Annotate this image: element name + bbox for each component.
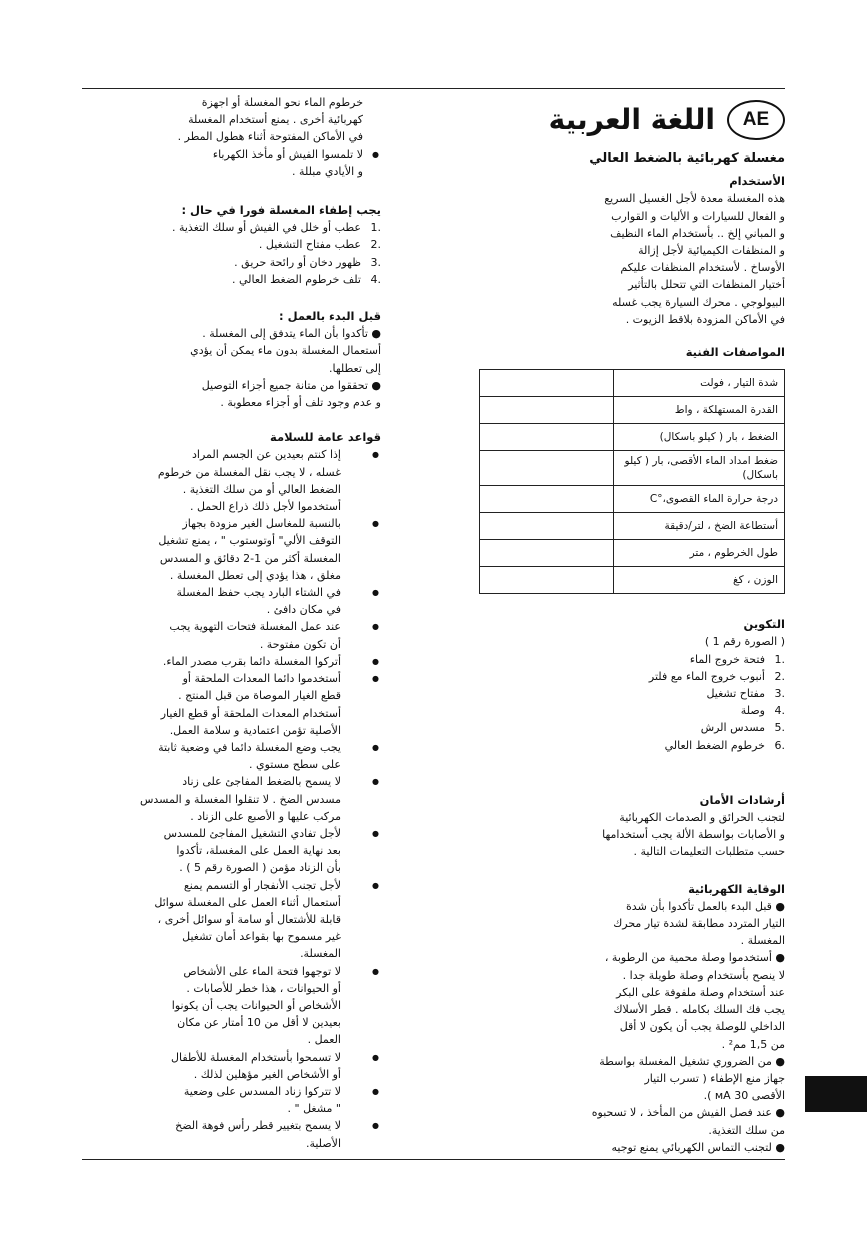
right-column (473, 94, 785, 1156)
continued-line: في الأماكن المفتوحة أثناء هطول المطر . (177, 130, 363, 144)
components-heading: التكوين (743, 617, 785, 632)
list-item-text: ظهور دخان أو رائحة حريق . (234, 255, 361, 269)
list-item-number: 4. (774, 704, 785, 718)
list-item (81, 254, 381, 271)
bullet-line: غير مسموح بها بقواعد أمان تشغيل (182, 930, 341, 944)
list-item-number: 3. (774, 687, 785, 701)
continued-line: كهربائية أخرى . يمنع أستخدام المغسلة (188, 113, 363, 127)
shutdown-list (81, 219, 381, 288)
list-item (81, 219, 381, 236)
list-item (81, 1083, 381, 1117)
spec-label: درجة حرارة الماء القصوى،°C (614, 486, 785, 513)
spec-value (480, 513, 614, 540)
bullet-line: على سطح مستوي . (248, 758, 341, 772)
list-item (81, 146, 381, 180)
list-item-number: 4. (370, 272, 381, 286)
bullet-line: أستخدموا لأجل ذلك ذراع الحمل . (189, 500, 341, 514)
safety-text (473, 809, 785, 861)
electrical-line: الأقصى 30 мА ). (703, 1089, 785, 1103)
spec-label: ضغط امداد الماء الأقصى، بار ( كيلو باسكال) (614, 451, 785, 486)
electrical-line: يجب فك السلك بكامله . قطر الأسلاك (613, 1003, 785, 1017)
list-item-text: تلف خرطوم الضغط العالي . (232, 272, 361, 286)
spec-value (480, 424, 614, 451)
list-item-number: 1. (370, 221, 381, 235)
list-item (81, 653, 381, 670)
electrical-line: التيار المتردد مطابقة لشدة تيار محرك (613, 917, 785, 931)
bullet-line: غسله ، لا يجب نقل المغسلة من خرطوم (157, 465, 341, 479)
electrical-line: لا ينصح بأستخدام وصلة طويلة جدا . (622, 968, 785, 982)
bullet-line: ● لا توجهوا فتحة الماء على الأشخاص (183, 964, 341, 978)
usage-line: و المنظفات الكيميائية لأجل إزالة (638, 244, 785, 258)
spec-value (480, 540, 614, 567)
table-row (480, 486, 785, 513)
list-item (81, 1117, 381, 1151)
safety-heading: أرشادات الأمان (699, 792, 785, 807)
list-item (81, 618, 381, 652)
usage-line: و الفعال للسيارات و الأليات و القوارب (611, 209, 785, 223)
spec-value (480, 370, 614, 397)
before-start-line: و عدم وجود تلف أو أجزاء معطوبة . (220, 396, 381, 410)
list-item-text: عطب مفتاح التشغيل . (258, 238, 361, 252)
table-row (480, 567, 785, 594)
bullet-line: المغسلة أكثر من 1-2 دقائق و المسدس (159, 551, 341, 565)
list-item (81, 236, 381, 253)
title-row (473, 94, 785, 146)
list-item-text: أنبوب خروج الماء مع فلتر (648, 669, 765, 683)
bullet-line: أو الأشخاص الغير مؤهلين لذلك . (193, 1067, 341, 1081)
bullet-line: ● في الشتاء البارد يجب حفظ المغسلة (176, 586, 341, 600)
spec-label: أستطاعة الضخ ، لتر/دقيقة (614, 513, 785, 540)
left-column (81, 94, 381, 1152)
bullet-line: التوقف الألي" أوتوستوب " ، يمنع تشغيل (158, 534, 341, 548)
table-row (480, 513, 785, 540)
list-item (473, 651, 785, 668)
bullet-line: قطع الغيار الموصاة من قبل المنتج . (178, 689, 341, 703)
usage-line: هذه المغسلة معدة لأجل الغسيل السريع (604, 192, 785, 206)
list-item-number: 1. (774, 652, 785, 666)
bullet-line: في مكان دافئ . (266, 603, 341, 617)
electrical-line: ● من الضروري تشغيل المغسلة بواسطة (599, 1054, 785, 1068)
bullet-line: الضغط العالي أو من سلك التغذية . (182, 482, 341, 496)
before-start-line: إلى تعطلها. (328, 361, 381, 375)
usage-line: البيولوجي . محرك السيارة يجب غسله (612, 295, 785, 309)
spec-value (480, 567, 614, 594)
bullet-line: ● إذا كنتم بعيدين عن الجسم المراد (192, 448, 341, 462)
safety-line: و الأصابات بواسطة الألة يجب أستخدامها (602, 828, 785, 842)
spec-value (480, 451, 614, 486)
page-side-tab (805, 1076, 867, 1112)
specs-heading: المواصفات الفنية (685, 345, 785, 360)
bullet-line: ● لأجل تجنب الأنفجار أو التسمم يمنع (183, 878, 341, 892)
electrical-line: ● قبل البدء بالعمل تأكدوا بأن شدة (626, 899, 785, 913)
electrical-line: ● أستخدموا وصلة محمية من الرطوبة ، (604, 951, 785, 965)
list-item (81, 271, 381, 288)
bullet-line: أستخدام المعدات الملحقة أو قطع الغيار (160, 706, 341, 720)
table-row (480, 540, 785, 567)
spec-label: شدة التيار ، فولت (614, 370, 785, 397)
electrical-line: من سلك التغذية. (708, 1123, 785, 1137)
electrical-line: الداخلي للوصلة يجب أن يكون لا أقل (619, 1020, 785, 1034)
bullet-line: الأصلية تؤمن اعتمادية و سلامة العمل. (169, 723, 341, 737)
list-item (81, 739, 381, 773)
bullet-line: أستعمال أثناء العمل على المغسلة سوائل (154, 895, 341, 909)
bullet-line: مغلق ، هذا يؤدي إلى تعطل المغسلة . (169, 568, 341, 582)
bullet-line: ● لا تتركوا زناد المسدس على وضعية (183, 1084, 341, 1098)
electrical-text (473, 898, 785, 1156)
usage-line: أختيار المنظفات التي تتحلل بالتأثير (628, 278, 785, 292)
top-rule (82, 88, 785, 89)
general-safety-list (81, 446, 381, 1151)
bullet-line: و الأيادي مبللة . (292, 164, 363, 178)
list-item (81, 584, 381, 618)
before-start-heading: قبل البدء بالعمل : (279, 309, 381, 324)
list-item-text: مفتاح تشغيل (706, 687, 765, 701)
spec-label: الضغط ، بار ( كيلو باسكال) (614, 424, 785, 451)
before-start-line: أستعمال المغسلة بدون ماء يمكن أن يؤدي (190, 344, 381, 358)
before-start-line: ● تأكدوا بأن الماء يتدفق إلى المغسلة . (202, 327, 381, 341)
spec-label: القدرة المستهلكة ، واط (614, 397, 785, 424)
language-badge: AE (727, 100, 785, 140)
list-item (81, 963, 381, 1049)
bullet-line: " مشغل " . (287, 1102, 341, 1116)
before-start-text (81, 325, 381, 411)
list-item (473, 737, 785, 754)
bullet-line: ● أتركوا المغسلة دائما بقرب مصدر الماء. (162, 654, 341, 668)
general-safety-heading: قواعد عامة للسلامة (270, 430, 381, 445)
bullet-line: ● لأجل تفادي التشغيل المفاجئ للمسدس (163, 826, 341, 840)
list-item-text: وصلة (740, 704, 765, 718)
shutdown-heading: يجب إطفاء المغسلة فورا في حال : (181, 203, 381, 218)
list-item (81, 773, 381, 825)
list-item-number: 5. (774, 721, 785, 735)
list-item (81, 670, 381, 739)
bullet-line: الأشخاص أو الحيوانات يجب أن يكونوا (171, 998, 341, 1012)
list-item-text: فتحة خروج الماء (689, 652, 765, 666)
bullet-line: ● بالنسبة للمغاسل الغير مزودة بجهاز (182, 517, 341, 531)
list-item (81, 877, 381, 963)
bullet-line: قابلة للأشتعال أو سامة أو سوائل أخرى ، (157, 912, 341, 926)
components-list (473, 651, 785, 754)
table-row (480, 424, 785, 451)
safety-line: لتجنب الحرائق و الصدمات الكهربائية (619, 811, 785, 825)
table-row (480, 370, 785, 397)
list-item (473, 719, 785, 736)
list-item-text: خرطوم الضغط العالي (664, 738, 765, 752)
bullet-line: العمل . (307, 1033, 341, 1047)
bullet-line: ● يجب وضع المغسلة دائما في وضعية ثابتة (158, 740, 341, 754)
electrical-line: عند أستخدام وصلة ملفوفة على البكر (616, 985, 785, 999)
bullet-line: المغسلة. (300, 947, 341, 961)
bullet-line: بأن الزناد مؤمن ( الصورة رقم 5 ) . (179, 861, 341, 875)
safety-line: حسب متطلبات التعليمات التالية . (633, 845, 785, 859)
bullet-line: بعيدين لا أقل من 10 أمتار عن مكان (177, 1016, 341, 1030)
table-row (480, 397, 785, 424)
language-title: اللغة العربية (548, 103, 715, 136)
bullet-line: مركب عليها و الأصبع على الزناد . (190, 809, 341, 823)
components-figure-ref: ( الصورة رقم 1 ) (704, 635, 785, 649)
bullet-line: أن تكون مفتوحة . (259, 637, 341, 651)
list-item-text: عطب أو خلل في الفيش أو سلك التغذية . (171, 221, 361, 235)
list-item-number: 2. (774, 669, 785, 683)
electrical-heading: الوقاية الكهربائية (688, 881, 785, 896)
table-row (480, 451, 785, 486)
continued-text (81, 94, 381, 146)
electrical-line: ● لتجنب التماس الكهربائي يمنع توجيه (611, 1140, 785, 1154)
usage-text (473, 190, 785, 328)
list-item (81, 1049, 381, 1083)
list-item (81, 825, 381, 877)
list-item (473, 702, 785, 719)
continued-line: خرطوم الماء نحو المغسلة أو اجهزة (201, 96, 363, 109)
bullet-line: أو الحيوانات ، هذا خطر للأصابات . (186, 981, 341, 995)
usage-heading: الأستخدام (729, 174, 785, 189)
electrical-line: من 1,5 مم² . (721, 1037, 785, 1051)
bullet-line: ● لا تسمحوا بأستخدام المغسلة للأطفال (170, 1050, 341, 1064)
bullet-line: ● لا تلمسوا الفيش أو مأخذ الكهرباء (212, 147, 363, 161)
list-item-number: 3. (370, 255, 381, 269)
bottom-rule (82, 1159, 785, 1160)
spec-value (480, 486, 614, 513)
usage-line: و المباني إلخ .. بأستخدام الماء النظيف (610, 226, 785, 240)
product-title: مغسلة كهربائية بالضغط العالي (589, 151, 785, 166)
before-start-line: ● تحققوا من متانة جميع أجزاء التوصيل (201, 378, 381, 392)
bullet-line: ● لا يسمح بالضغط المفاجئ على زناد (182, 775, 341, 789)
list-item (81, 446, 381, 515)
list-item-number: 2. (370, 238, 381, 252)
spec-label: الوزن ، كغ (614, 567, 785, 594)
bullet-line: بعد نهاية العمل على المغسلة، تأكدوا (176, 844, 341, 858)
usage-line: الأوساخ . لأستخدام المنظفات عليكم (620, 261, 785, 275)
spec-value (480, 397, 614, 424)
usage-line: في الأماكن المزودة بلاقط الزيوت . (625, 312, 785, 326)
spec-label: طول الخرطوم ، متر (614, 540, 785, 567)
list-item-text: مسدس الرش (700, 721, 765, 735)
bullet-line: مسدس الضخ . لا تنقلوا المغسلة و المسدس (139, 792, 341, 806)
electrical-line: جهاز منع الإطفاء ( تسرب التيار (644, 1071, 785, 1085)
bullet-line: ● عند عمل المغسلة فتحات التهوية يجب (169, 620, 341, 634)
electrical-line: ● عند فصل الفيش من المأخذ ، لا تسحبوه (591, 1106, 785, 1120)
electrical-line: المغسلة . (740, 934, 785, 948)
list-item (473, 668, 785, 685)
list-item (81, 515, 381, 584)
bullet-line: ● لا يسمح بتغيير قطر رأس فوهة الضخ (175, 1119, 341, 1133)
list-item (473, 685, 785, 702)
bullet-line: الأصلية. (305, 1136, 341, 1150)
specs-table (479, 369, 785, 594)
bullet-line: ● أستخدموا دائما المعدات الملحقة أو (182, 672, 341, 686)
list-item-number: 6. (774, 738, 785, 752)
